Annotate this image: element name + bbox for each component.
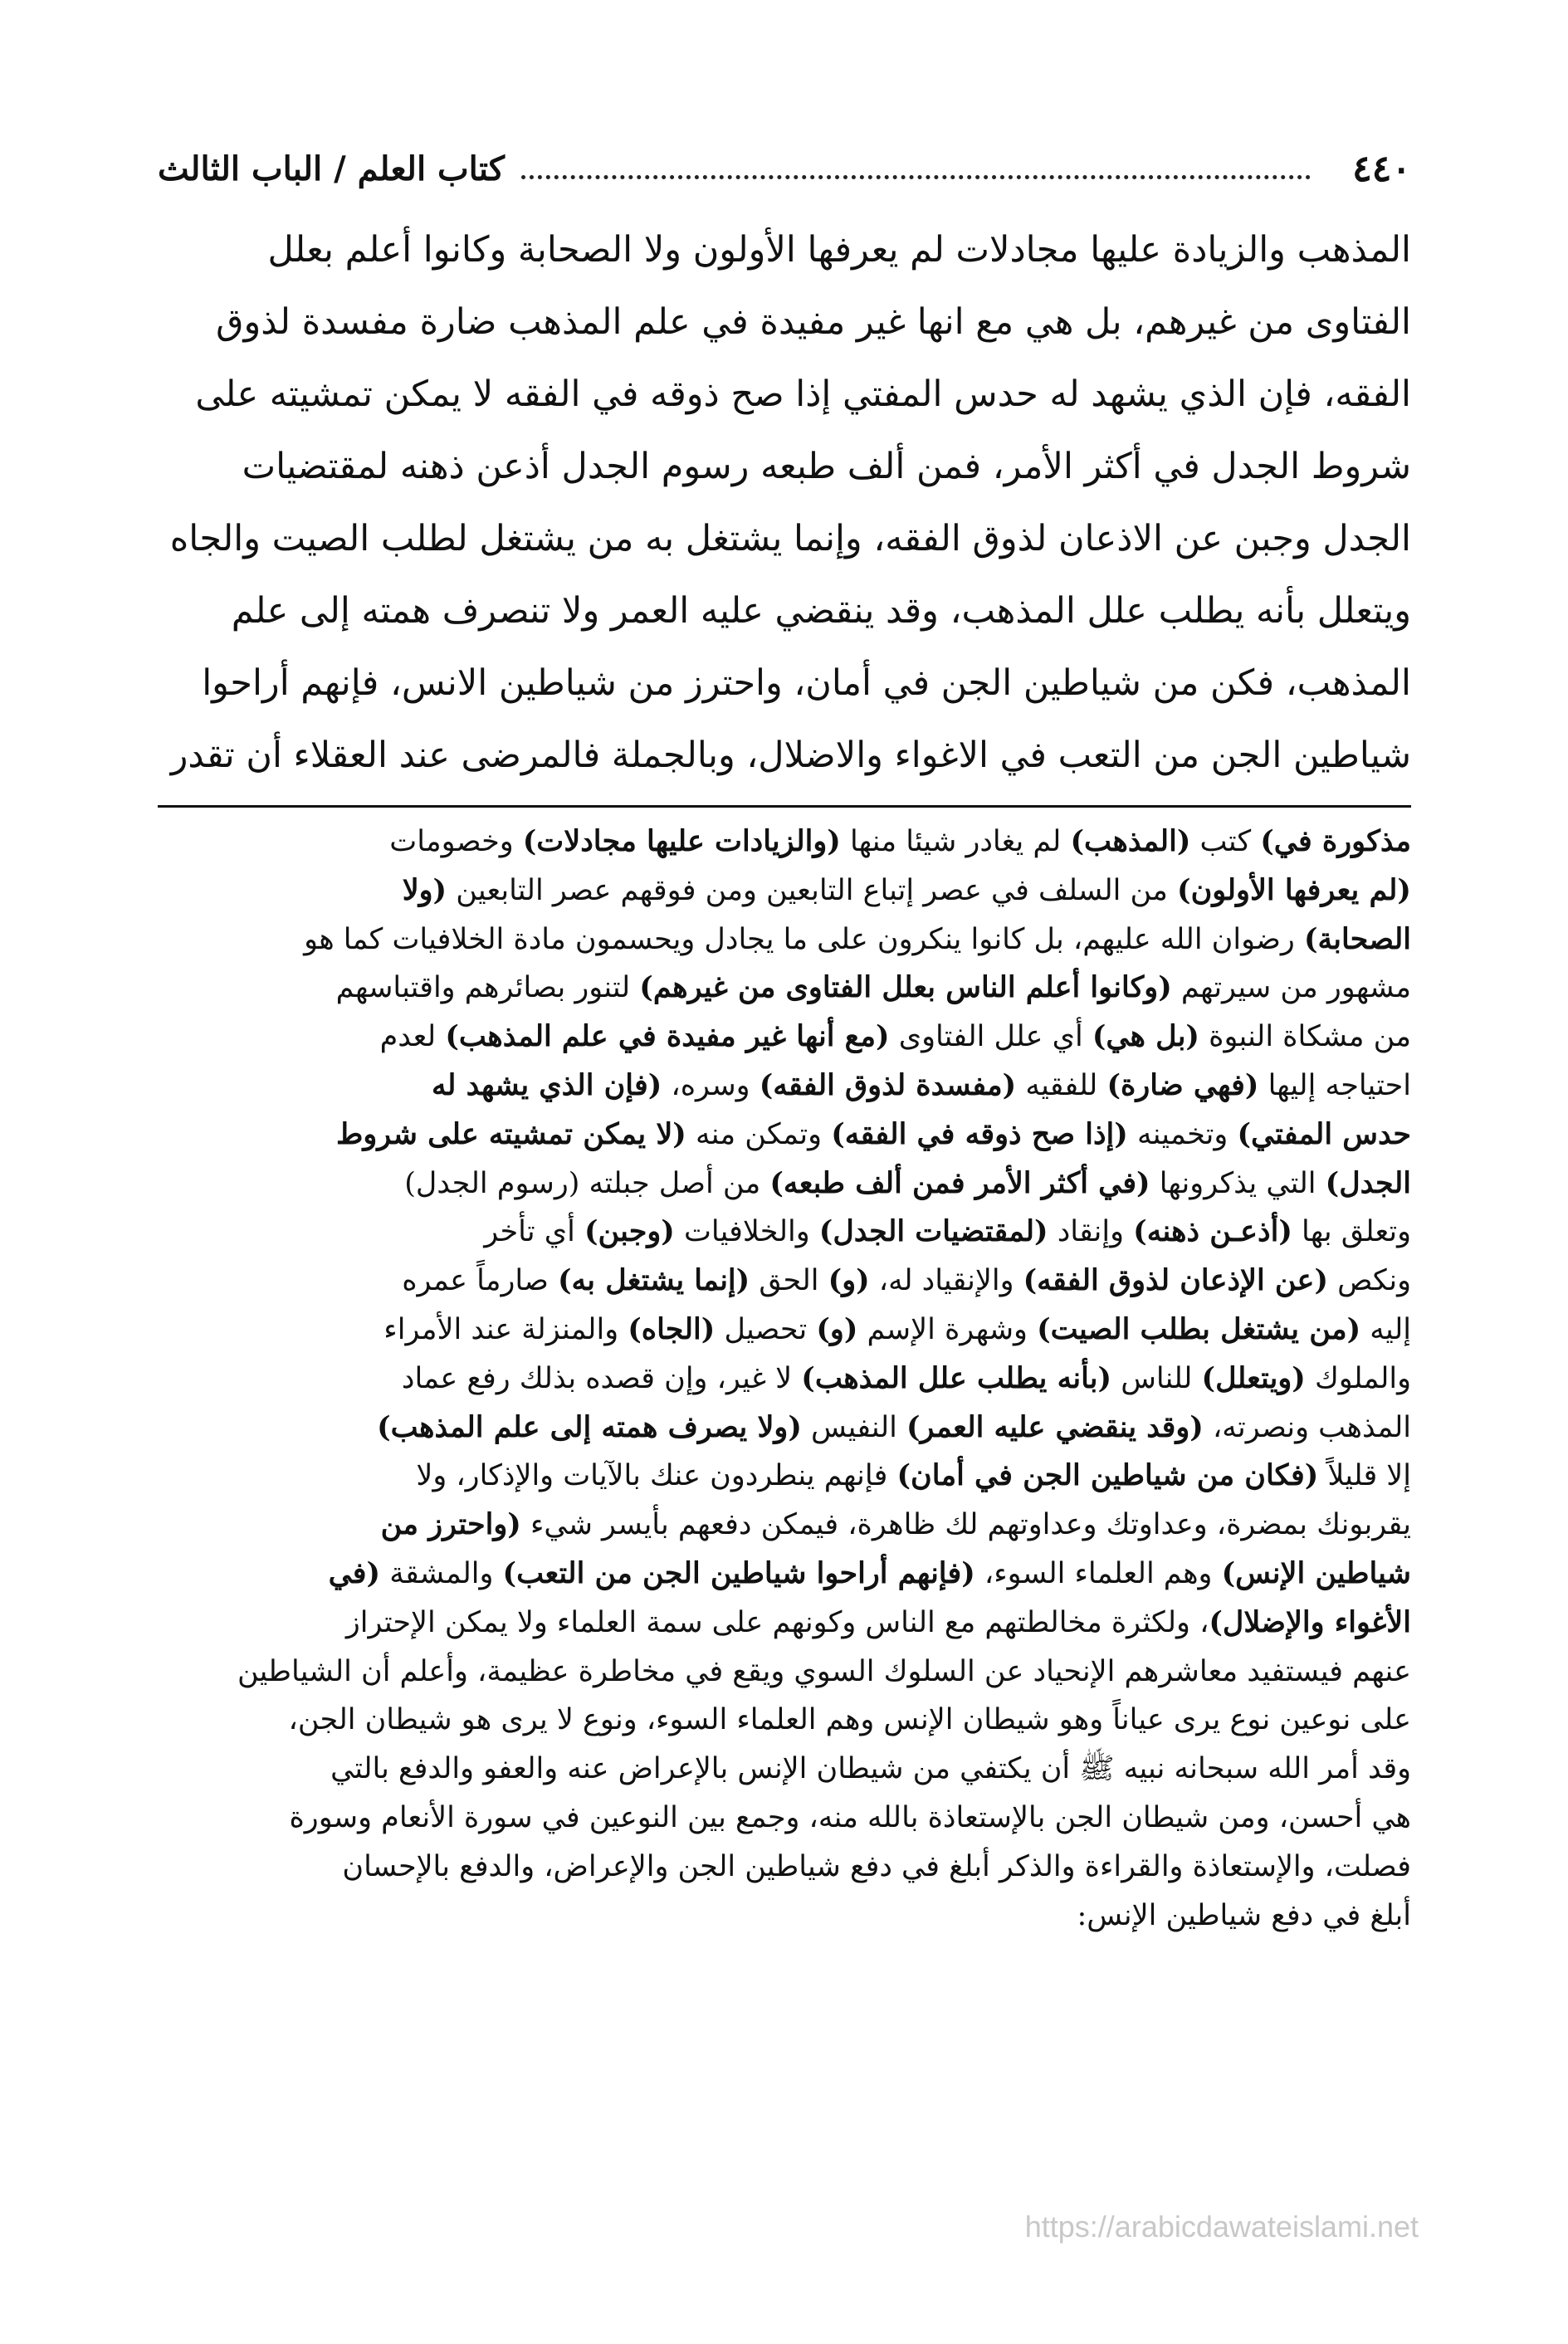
quoted-matn-text: (في [328, 1555, 381, 1590]
main-text-line: شياطين الجن من التعب في الاغواء والاضلال، وبالجملة فالمرضى عند العقلاء أن تقدر [170, 735, 1411, 776]
quoted-matn-text: (ولا يصرف همته إلى علم المذهب) [377, 1409, 802, 1444]
commentary-line [158, 1355, 1411, 1404]
quoted-matn-text: (الجاه) [628, 1311, 716, 1346]
commentary-text: أي تأخر [484, 1215, 584, 1249]
commentary-line [158, 1452, 1411, 1501]
quoted-matn-text: (فكان من شياطين الجن في أمان) [896, 1458, 1319, 1493]
quoted-matn-text: (إذا صح ذوقه في الفقه) [831, 1116, 1128, 1151]
commentary-text: ، ولكثرة مخالطتهم مع الناس وكونهم على سمة العلماء ولا يمكن الإحتراز [345, 1605, 1209, 1639]
main-text-line: المذهب والزيادة عليها مجادلات لم يعرفها الأولون ولا الصحابة وكانوا أعلم بعلل [267, 229, 1411, 271]
commentary-text: رضوان الله عليهم، بل كانوا ينكرون على ما يجادل ويحسمون مادة الخلافيات كما هو [304, 922, 1304, 956]
quoted-matn-text: (لم يعرفها الأولون) [1177, 872, 1411, 907]
quoted-matn-text: مذكورة في) [1260, 824, 1411, 858]
quoted-matn-text: (مفسدة لذوق الفقه) [759, 1067, 1017, 1102]
commentary-line [158, 1013, 1411, 1062]
commentary-line [158, 1208, 1411, 1257]
commentary-line [158, 1404, 1411, 1453]
quoted-matn-text: (مع أنها غير مفيدة في علم المذهب) [445, 1019, 890, 1054]
quoted-matn-text: (و) [828, 1263, 870, 1298]
commentary-line [158, 1892, 1411, 1941]
commentary-text: وخصومات [389, 825, 523, 858]
main-text-line: الفقه، فإن الذي يشهد له حدس المفتي إذا صح ذوقه في الفقه لا يمكن تمشيته على [195, 374, 1411, 415]
commentary-text: وإنقاد [1048, 1215, 1134, 1249]
commentary-line [158, 1550, 1411, 1599]
main-text-line: شروط الجدل في أكثر الأمر، فمن ألف طبعه رسوم الجدل أذعن ذهنه لمقتضيات [242, 446, 1411, 487]
quoted-matn-text: (أذعـن ذهنه) [1133, 1214, 1292, 1249]
commentary-text: من مشكاة النبوة [1199, 1020, 1411, 1054]
commentary-line [158, 818, 1411, 867]
commentary-text: فإنهم ينطردون عنك بالآيات والإذكار، ولا [416, 1459, 897, 1493]
quoted-matn-text: الجدل) [1325, 1165, 1411, 1200]
main-text-line: الجدل وجبن عن الاذعان لذوق الفقه، وإنما يشتغل به من يشتغل لطلب الصيت والجاه [169, 518, 1411, 559]
commentary-text: والمنزلة عند الأمراء [383, 1312, 628, 1346]
commentary-line [158, 1794, 1411, 1843]
quoted-matn-text: شياطين الإنس) [1221, 1555, 1411, 1590]
header-dotted-leader [521, 175, 1311, 179]
commentary-text: تحصيل [715, 1312, 817, 1346]
commentary-text: لا غير، وإن قصده بذلك رفع عماد [401, 1361, 802, 1395]
commentary-text: الحق [750, 1264, 828, 1298]
main-text-line: الفتاوى من غيرهم، بل هي مع انها غير مفيدة في علم المذهب ضارة مفسدة لذوق [216, 301, 1411, 343]
commentary-line [158, 1111, 1411, 1160]
commentary-text: على نوعين نوع يرى عياناً وهو شيطان الإنس وهم العلماء السوء، ونوع لا يرى هو شيطان الجن، [288, 1703, 1411, 1737]
quoted-matn-text: (وجبن) [584, 1214, 675, 1249]
commentary-line [158, 1257, 1411, 1306]
commentary-text: كتب [1190, 825, 1261, 858]
quoted-matn-text: (عن الإذعان لذوق الفقه) [1023, 1263, 1329, 1298]
commentary-text: وسره، [662, 1068, 760, 1102]
main-text-line: المذهب، فكن من شياطين الجن في أمان، واحترز من شياطين الانس، فإنهم أراحوا [202, 662, 1411, 704]
commentary-text: للفقيه [1016, 1068, 1107, 1102]
footnote-separator [158, 805, 1411, 808]
watermark-url: https://arabicdawateislami.net [1024, 2210, 1419, 2244]
quoted-matn-text: (فإن الذي يشهد له [432, 1067, 662, 1102]
quoted-matn-text: (فهي ضارة) [1106, 1067, 1259, 1102]
commentary-line [158, 1648, 1411, 1697]
commentary-text: والملوك [1305, 1361, 1411, 1395]
quoted-matn-text: (بل هي) [1092, 1019, 1199, 1054]
commentary-text: صارماً عمره [402, 1264, 558, 1298]
commentary-text: إلا قليلاً [1318, 1459, 1411, 1493]
commentary-text: والخلافيات [674, 1215, 819, 1249]
quoted-matn-text: (وكانوا أعلم الناس بعلل الفتاوى من غيرهم) [639, 970, 1172, 1005]
commentary-text: فصلت، والإستعاذة والقراءة والذكر أبلغ في دفع شياطين الجن والإعراض، والدفع بالإحسان [342, 1849, 1411, 1883]
quoted-matn-text: (واحترز من [380, 1507, 521, 1542]
commentary-text: أي علل الفتاوى [889, 1020, 1092, 1054]
page-number: ٤٤٠ [1352, 147, 1411, 190]
commentary-text: أبلغ في دفع شياطين الإنس: [1077, 1898, 1411, 1932]
commentary-text: التي يذكرونها [1150, 1166, 1326, 1200]
commentary-text: والمشقة [380, 1556, 503, 1590]
commentary-text: المذهب ونصرته، [1203, 1410, 1411, 1444]
page-header [158, 139, 1411, 198]
commentary-text: احتياجه إليها [1258, 1068, 1411, 1102]
commentary-line [158, 916, 1411, 964]
quoted-matn-text: الصحابة) [1303, 921, 1411, 956]
quoted-matn-text: (و) [816, 1311, 858, 1346]
commentary-text: لعدم [379, 1020, 446, 1054]
commentary-text: وتمكن منه [686, 1117, 832, 1151]
commentary-text: وتخمينه [1127, 1117, 1238, 1151]
commentary-text: لم يغادر شيئا منها [840, 825, 1071, 858]
quoted-matn-text: (في أكثر الأمر فمن ألف طبعه) [769, 1165, 1150, 1200]
commentary-text: من السلف في عصر إتباع التابعين ومن فوقهم عصر التابعين [447, 873, 1178, 907]
commentary-text: لتنور بصائرهم واقتباسهم [335, 971, 640, 1005]
commentary-text: هي أحسن، ومن شيطان الجن بالإستعاذة بالله منه، وجمع بين النوعين في سورة الأنعام وسورة [289, 1800, 1411, 1834]
quoted-matn-text: (والزيادات عليها مجادلات) [522, 824, 841, 858]
commentary-line [158, 1696, 1411, 1745]
quoted-matn-text: (لمقتضيات الجدل) [818, 1214, 1048, 1249]
quoted-matn-text: (بأنه يطلب علل المذهب) [801, 1360, 1112, 1395]
commentary-text: وقد أمر الله سبحانه نبيه ﷺ أن يكتفي من شيطان الإنس بالإعراض عنه والعفو والدفع بالتي [330, 1752, 1411, 1786]
commentary-line [158, 867, 1411, 916]
commentary-line [158, 1745, 1411, 1794]
commentary-text: مشهور من سيرتهم [1171, 971, 1411, 1005]
commentary-line [158, 1501, 1411, 1550]
commentary-text: من أصل جبلته (رسوم الجدل) [404, 1166, 770, 1200]
commentary-line [158, 1306, 1411, 1355]
quoted-matn-text: (المذهب) [1070, 824, 1191, 858]
commentary-line [158, 1160, 1411, 1209]
commentary-line [158, 1062, 1411, 1111]
quoted-matn-text: الأغواء والإضلال) [1209, 1604, 1411, 1639]
quoted-matn-text: (فإنهم أراحوا شياطين الجن من التعب) [502, 1555, 975, 1590]
quoted-matn-text: (لا يمكن تمشيته على شروط [336, 1116, 686, 1151]
commentary-text: يقربونك بمضرة، وعداوتك وعداوتهم لك ظاهرة، فيمكن دفعهم بأيسر شيء [520, 1508, 1411, 1542]
commentary-text: ونكص [1328, 1264, 1411, 1298]
quoted-matn-text: (من يشتغل بطلب الصيت) [1037, 1311, 1361, 1346]
quoted-matn-text: (ويتعلل) [1201, 1360, 1306, 1395]
commentary-text: إليه [1360, 1312, 1411, 1346]
quoted-matn-text: (إنما يشتغل به) [557, 1263, 750, 1298]
quoted-matn-text: (ولا [402, 872, 447, 907]
commentary-block [158, 818, 1411, 1940]
commentary-text: وهم العلماء السوء، [975, 1556, 1222, 1590]
commentary-text: وتعلق بها [1292, 1215, 1411, 1249]
main-text-line: ويتعلل بأنه يطلب علل المذهب، وقد ينقضي عليه العمر ولا تنصرف همته إلى علم [231, 590, 1411, 632]
commentary-line [158, 964, 1411, 1013]
quoted-matn-text: (وقد ينقضي عليه العمر) [906, 1409, 1204, 1444]
commentary-text: النفيس [801, 1410, 906, 1444]
main-text-block [158, 214, 1411, 792]
commentary-text: عنهم فيستفيد معاشرهم الإنحياد عن السلوك السوي ويقع في مخاطرة عظيمة، وأعلم أن الشياطين [237, 1654, 1411, 1688]
commentary-text: وشهرة الإسم [857, 1312, 1038, 1346]
quoted-matn-text: حدس المفتي) [1237, 1116, 1411, 1151]
running-title: كتاب العلم / الباب الثالث [158, 149, 505, 188]
commentary-text: للناس [1111, 1361, 1202, 1395]
commentary-line [158, 1843, 1411, 1892]
commentary-line [158, 1599, 1411, 1648]
commentary-text: والإنقياد له، [869, 1264, 1023, 1298]
